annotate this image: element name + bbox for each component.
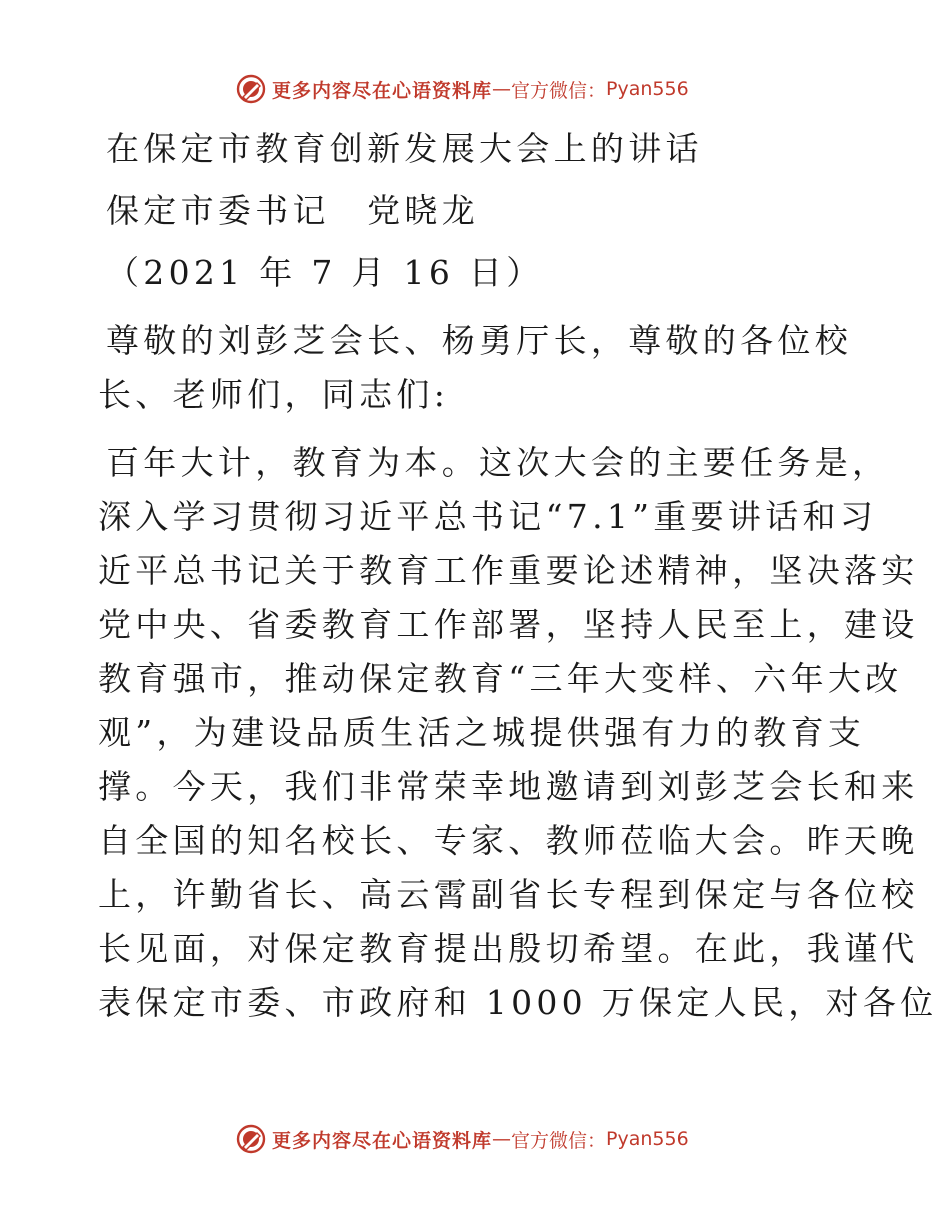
paragraph-line: 党中央、省委教育工作部署，坚持人民至上，建设 bbox=[98, 605, 919, 644]
hand-pen-seal-icon bbox=[236, 74, 266, 104]
document-body bbox=[98, 122, 938, 1030]
paragraph-line: 深入学习贯彻习近平总书记“7.1”重要讲话和习 bbox=[98, 497, 878, 536]
document-author: 保定市委书记 党晓龙 bbox=[106, 191, 479, 230]
watermark-label: 官方微信： bbox=[511, 1129, 607, 1152]
paragraph-line: 教育强市，推动保定教育“三年大变样、六年大改 bbox=[98, 659, 903, 698]
watermark-dash: — bbox=[492, 78, 512, 100]
paragraph bbox=[98, 436, 938, 1030]
watermark-brand: 更多内容尽在心语资料库 bbox=[272, 79, 493, 102]
watermark-wechat-id: Pyan556 bbox=[606, 1128, 689, 1150]
watermark-label: 官方微信： bbox=[511, 79, 607, 102]
paragraph-line: 上，许勤省长、高云霄副省长专程到保定与各位校 bbox=[98, 875, 919, 914]
paragraph-line: 观”，为建设品质生活之城提供强有力的教育支 bbox=[98, 713, 866, 752]
paragraph-line: 表保定市委、市政府和 1000 万保定人民，对各位 bbox=[98, 983, 938, 1022]
hand-pen-seal-icon bbox=[236, 1124, 266, 1154]
salutation-line: 尊敬的刘彭芝会长、杨勇厅长，尊敬的各位校 bbox=[106, 321, 852, 360]
paragraph-line: 近平总书记关于教育工作重要论述精神，坚决落实 bbox=[98, 551, 919, 590]
watermark-header bbox=[236, 72, 689, 106]
salutation bbox=[98, 314, 858, 422]
document-title: 在保定市教育创新发展大会上的讲话 bbox=[106, 129, 703, 168]
document-date: （2021 年 7 月 16 日） bbox=[106, 253, 544, 292]
paragraph-line: 自全国的知名校长、专家、教师莅临大会。昨天晚 bbox=[98, 821, 919, 860]
salutation-line: 长、老师们，同志们: bbox=[98, 375, 450, 414]
paragraph-line: 撑。今天，我们非常荣幸地邀请到刘彭芝会长和来 bbox=[98, 767, 919, 806]
watermark-wechat-id: Pyan556 bbox=[606, 78, 689, 100]
watermark-footer bbox=[236, 1122, 689, 1156]
watermark-brand: 更多内容尽在心语资料库 bbox=[272, 1129, 493, 1152]
paragraph-line: 百年大计，教育为本。这次大会的主要任务是， bbox=[106, 443, 890, 482]
watermark-dash: — bbox=[492, 1128, 512, 1150]
paragraph-line: 长见面，对保定教育提出殷切希望。在此，我谨代 bbox=[98, 929, 919, 968]
